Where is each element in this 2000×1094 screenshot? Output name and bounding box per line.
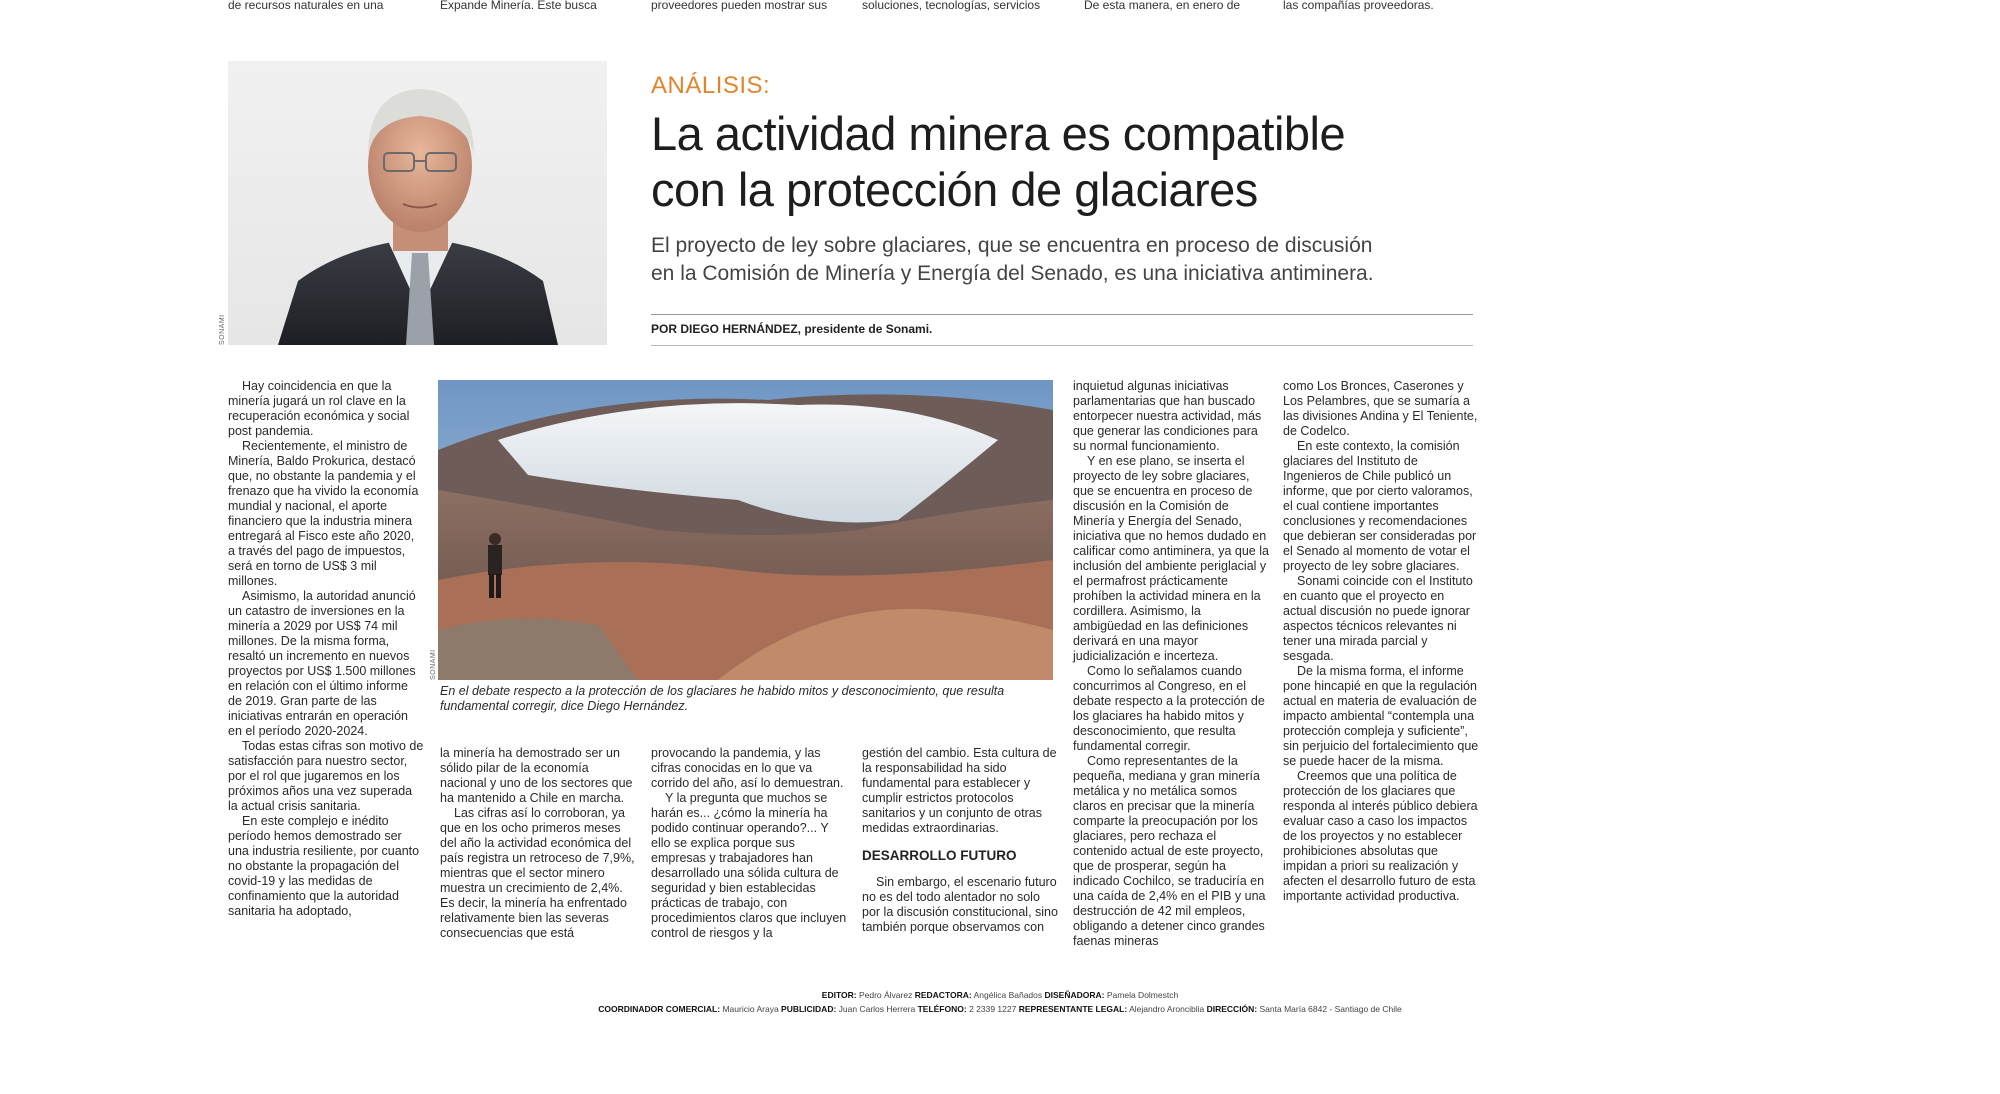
credit-value: Mauricio Araya	[722, 1004, 779, 1014]
paragraph: De la misma forma, el informe pone hincapié en que la regulación actual en materia de evaluación de impacto ambiental “contempla una protección compleja y suficiente”, sin perjuicio del fortalecimiento que se puede hacer de la misma.	[1283, 664, 1479, 768]
article-column	[862, 746, 1058, 935]
byline: POR DIEGO HERNÁNDEZ, presidente de Sonami.	[651, 322, 933, 336]
staff-credits	[0, 990, 2000, 1000]
article-column	[440, 746, 636, 941]
credit-value: Pedro Álvarez	[858, 990, 913, 1000]
credit-label: EDITOR:	[821, 990, 857, 1000]
photo-caption: En el debate respecto a la protección de los glaciares he habido mitos y desconocimiento, que resulta fundamental corregir, dice Diego Hernández.	[440, 684, 1005, 713]
prev-article-fragment: Expande Minería. Este busca	[440, 0, 597, 12]
credit-label: COORDINADOR COMERCIAL:	[598, 1004, 721, 1014]
subheading: DESARROLLO FUTURO	[862, 848, 1017, 863]
paragraph: Como lo señalamos cuando concurrimos al Congreso, en el debate respecto a la protección de los glaciares ha habido mitos y desconocimiento, que resulta fundamental corregir.	[1073, 664, 1265, 753]
credit-label: REDACTORA:	[914, 990, 972, 1000]
credit-label: DISEÑADORA:	[1044, 990, 1105, 1000]
prev-article-fragment: De esta manera, en enero de	[1084, 0, 1241, 12]
prev-article-fragment: soluciones, tecnologías, servicios	[862, 0, 1041, 12]
paragraph: Y en ese plano, se inserta el proyecto de ley sobre glaciares, que se encuentra en proceso de discusión en la Comisión de Minería y Energía del Senado, iniciativa que no hemos dudado en calificar como antiminera, ya que la inclusión del ambiente periglacial y el permafrost prácticamente prohíben la actividad minera en la cordillera. Asimismo, la ambigüedad en las definiciones derivará en una mayor judicialización e incerteza.	[1073, 454, 1269, 663]
paragraph: Las cifras así lo corroboran, ya que en los ocho primeros meses del año la actividad económica del país registra un retroceso de 7,9%, mientras que el sector minero muestra un crecimiento de 2,4%. Es decir, la minería ha enfrentado relativamente bien las severas consecuencias que está	[440, 806, 635, 940]
prev-article-fragment: de recursos naturales en una	[228, 0, 384, 12]
paragraph: inquietud algunas iniciativas parlamentarias que han buscado entorpecer nuestra actividad, más que generar las condiciones para su normal funcionamiento.	[1073, 379, 1262, 453]
paragraph: Sonami coincide con el Instituto en cuanto que el proyecto en actual discusión no puede ignorar aspectos técnicos relevantes ni tener una mirada parcial y sesgada.	[1283, 574, 1473, 663]
author-portrait	[228, 61, 607, 345]
prev-article-fragment: proveedores pueden mostrar sus	[651, 0, 828, 12]
credit-value: Angélica Bañados	[973, 990, 1043, 1000]
section-label: ANÁLISIS:	[651, 72, 771, 99]
credit-value: 2 2339 1227	[969, 1004, 1017, 1014]
credit-value: Santa María 6842 - Santiago de Chile	[1259, 1004, 1402, 1014]
photo-credit: SONAMI	[219, 314, 226, 345]
paragraph: Todas estas cifras son motivo de satisfacción para nuestro sector, por el rol que jugaremos en los próximos años una vez superada la actual crisis sanitaria.	[228, 739, 424, 813]
divider	[651, 345, 1473, 346]
credit-label: DIRECCIÓN:	[1206, 1004, 1258, 1014]
paragraph: En este complejo e inédito período hemos demostrado ser una industria resiliente, por cuanto no obstante la propagación del covid-19 y las medidas de confinamiento que la autoridad sanitaria ha adoptado,	[228, 814, 420, 918]
headline-line: La actividad minera es compatible	[651, 107, 1346, 160]
photo-credit: SONAMI	[430, 649, 437, 680]
paragraph: Hay coincidencia en que la minería jugará un rol clave en la recuperación económica y social post pandemia.	[228, 379, 410, 438]
credit-label: PUBLICIDAD:	[781, 1004, 837, 1014]
paragraph: Sin embargo, el escenario futuro no es del todo alentador no solo por la discusión constitucional, sino también porque observamos con	[862, 875, 1058, 934]
paragraph: Asimismo, la autoridad anunció un catastro de inversiones en la minería a 2029 por US$ 74 mil millones. De la misma forma, resaltó un incremento en nuevos proyectos por US$ 1.500 millones en relación con el último informe de 2019. Gran parte de las iniciativas entrarán en operación en el período 2020-2024.	[228, 589, 416, 738]
paragraph: En este contexto, la comisión glaciares del Instituto de Ingenieros de Chile publicó un informe, que por cierto valoramos, el cual contiene importantes conclusiones y recomendaciones que debieran ser consideradas por el Senado al momento de votar el proyecto de ley sobre glaciares.	[1283, 439, 1477, 573]
paragraph: Creemos que una política de protección de los glaciares que responda al interés público debiera evaluar caso a caso los impactos de los proyectos y no establecer prohibiciones absolutas que impidan a priori su realización y afecten el desarrollo futuro de esta importante actividad productiva.	[1283, 769, 1478, 903]
paragraph: Recientemente, el ministro de Minería, Baldo Prokurica, destacó que, no obstante la pandemia y el frenazo que ha vivido la economía mundial y nacional, el aporte financiero que la industria minera entregará al Fisco este año 2020, a través del pago de impuestos, será en torno de US$ 3 mil millones.	[228, 439, 419, 588]
paragraph: Y la pregunta que muchos se harán es... ¿cómo la minería ha podido continuar operando?... Y ello se explica porque sus empresas y trabajadores han desarrollado una sólida cultura de seguridad y bien establecidas prácticas de trabajo, con procedimientos claros que incluyen control de riesgos y la	[651, 791, 847, 940]
paragraph: Como representantes de la pequeña, mediana y gran minería metálica y no metálica somos claros en precisar que la minería comparte la preocupación por los glaciares, pero rechaza el contenido actual de este proyecto, que de prosperar, según ha indicado Cochilco, se traduciría en una caída de 2,4% en el PIB y una destrucción de 42 mil empleos, obligando a detener cinco grandes faenas mineras	[1073, 754, 1266, 948]
staff-credits	[0, 1004, 2000, 1014]
glacier-photo	[438, 380, 1053, 680]
credit-value: Juan Carlos Herrera	[838, 1004, 916, 1014]
credit-label: TELÉFONO:	[917, 1004, 967, 1014]
deck-line: El proyecto de ley sobre glaciares, que se encuentra en proceso de discusión	[651, 234, 1373, 257]
headline-line: con la protección de glaciares	[651, 163, 1258, 216]
article-column	[1073, 379, 1269, 949]
headline	[651, 106, 1511, 218]
article-column	[651, 746, 847, 941]
paragraph: provocando la pandemia, y las cifras conocidas en lo que va corrido del año, así lo demuestran.	[651, 746, 844, 790]
paragraph: como Los Bronces, Caserones y Los Pelambres, que se sumaría a las divisiones Andina y El Teniente, de Codelco.	[1283, 379, 1478, 438]
credit-label: REPRESENTANTE LEGAL:	[1018, 1004, 1128, 1014]
article-column	[228, 379, 424, 919]
prev-article-fragment: las compañías proveedoras.	[1283, 0, 1434, 12]
credit-value: Alejandro Aronciblia	[1129, 1004, 1205, 1014]
credit-value: Pamela Dolmestch	[1106, 990, 1179, 1000]
deck-line: en la Comisión de Minería y Energía del Senado, es una iniciativa antiminera.	[651, 262, 1374, 285]
deck	[651, 232, 1481, 288]
divider	[651, 314, 1473, 315]
paragraph: la minería ha demostrado ser un sólido pilar de la economía nacional y uno de los sectores que ha mantenido a Chile en marcha.	[440, 746, 633, 805]
article-column	[1283, 379, 1479, 904]
paragraph: gestión del cambio. Esta cultura de la responsabilidad ha sido fundamental para establecer y cumplir estrictos protocolos sanitarios y un conjunto de otras medidas extraordinarias.	[862, 746, 1057, 835]
